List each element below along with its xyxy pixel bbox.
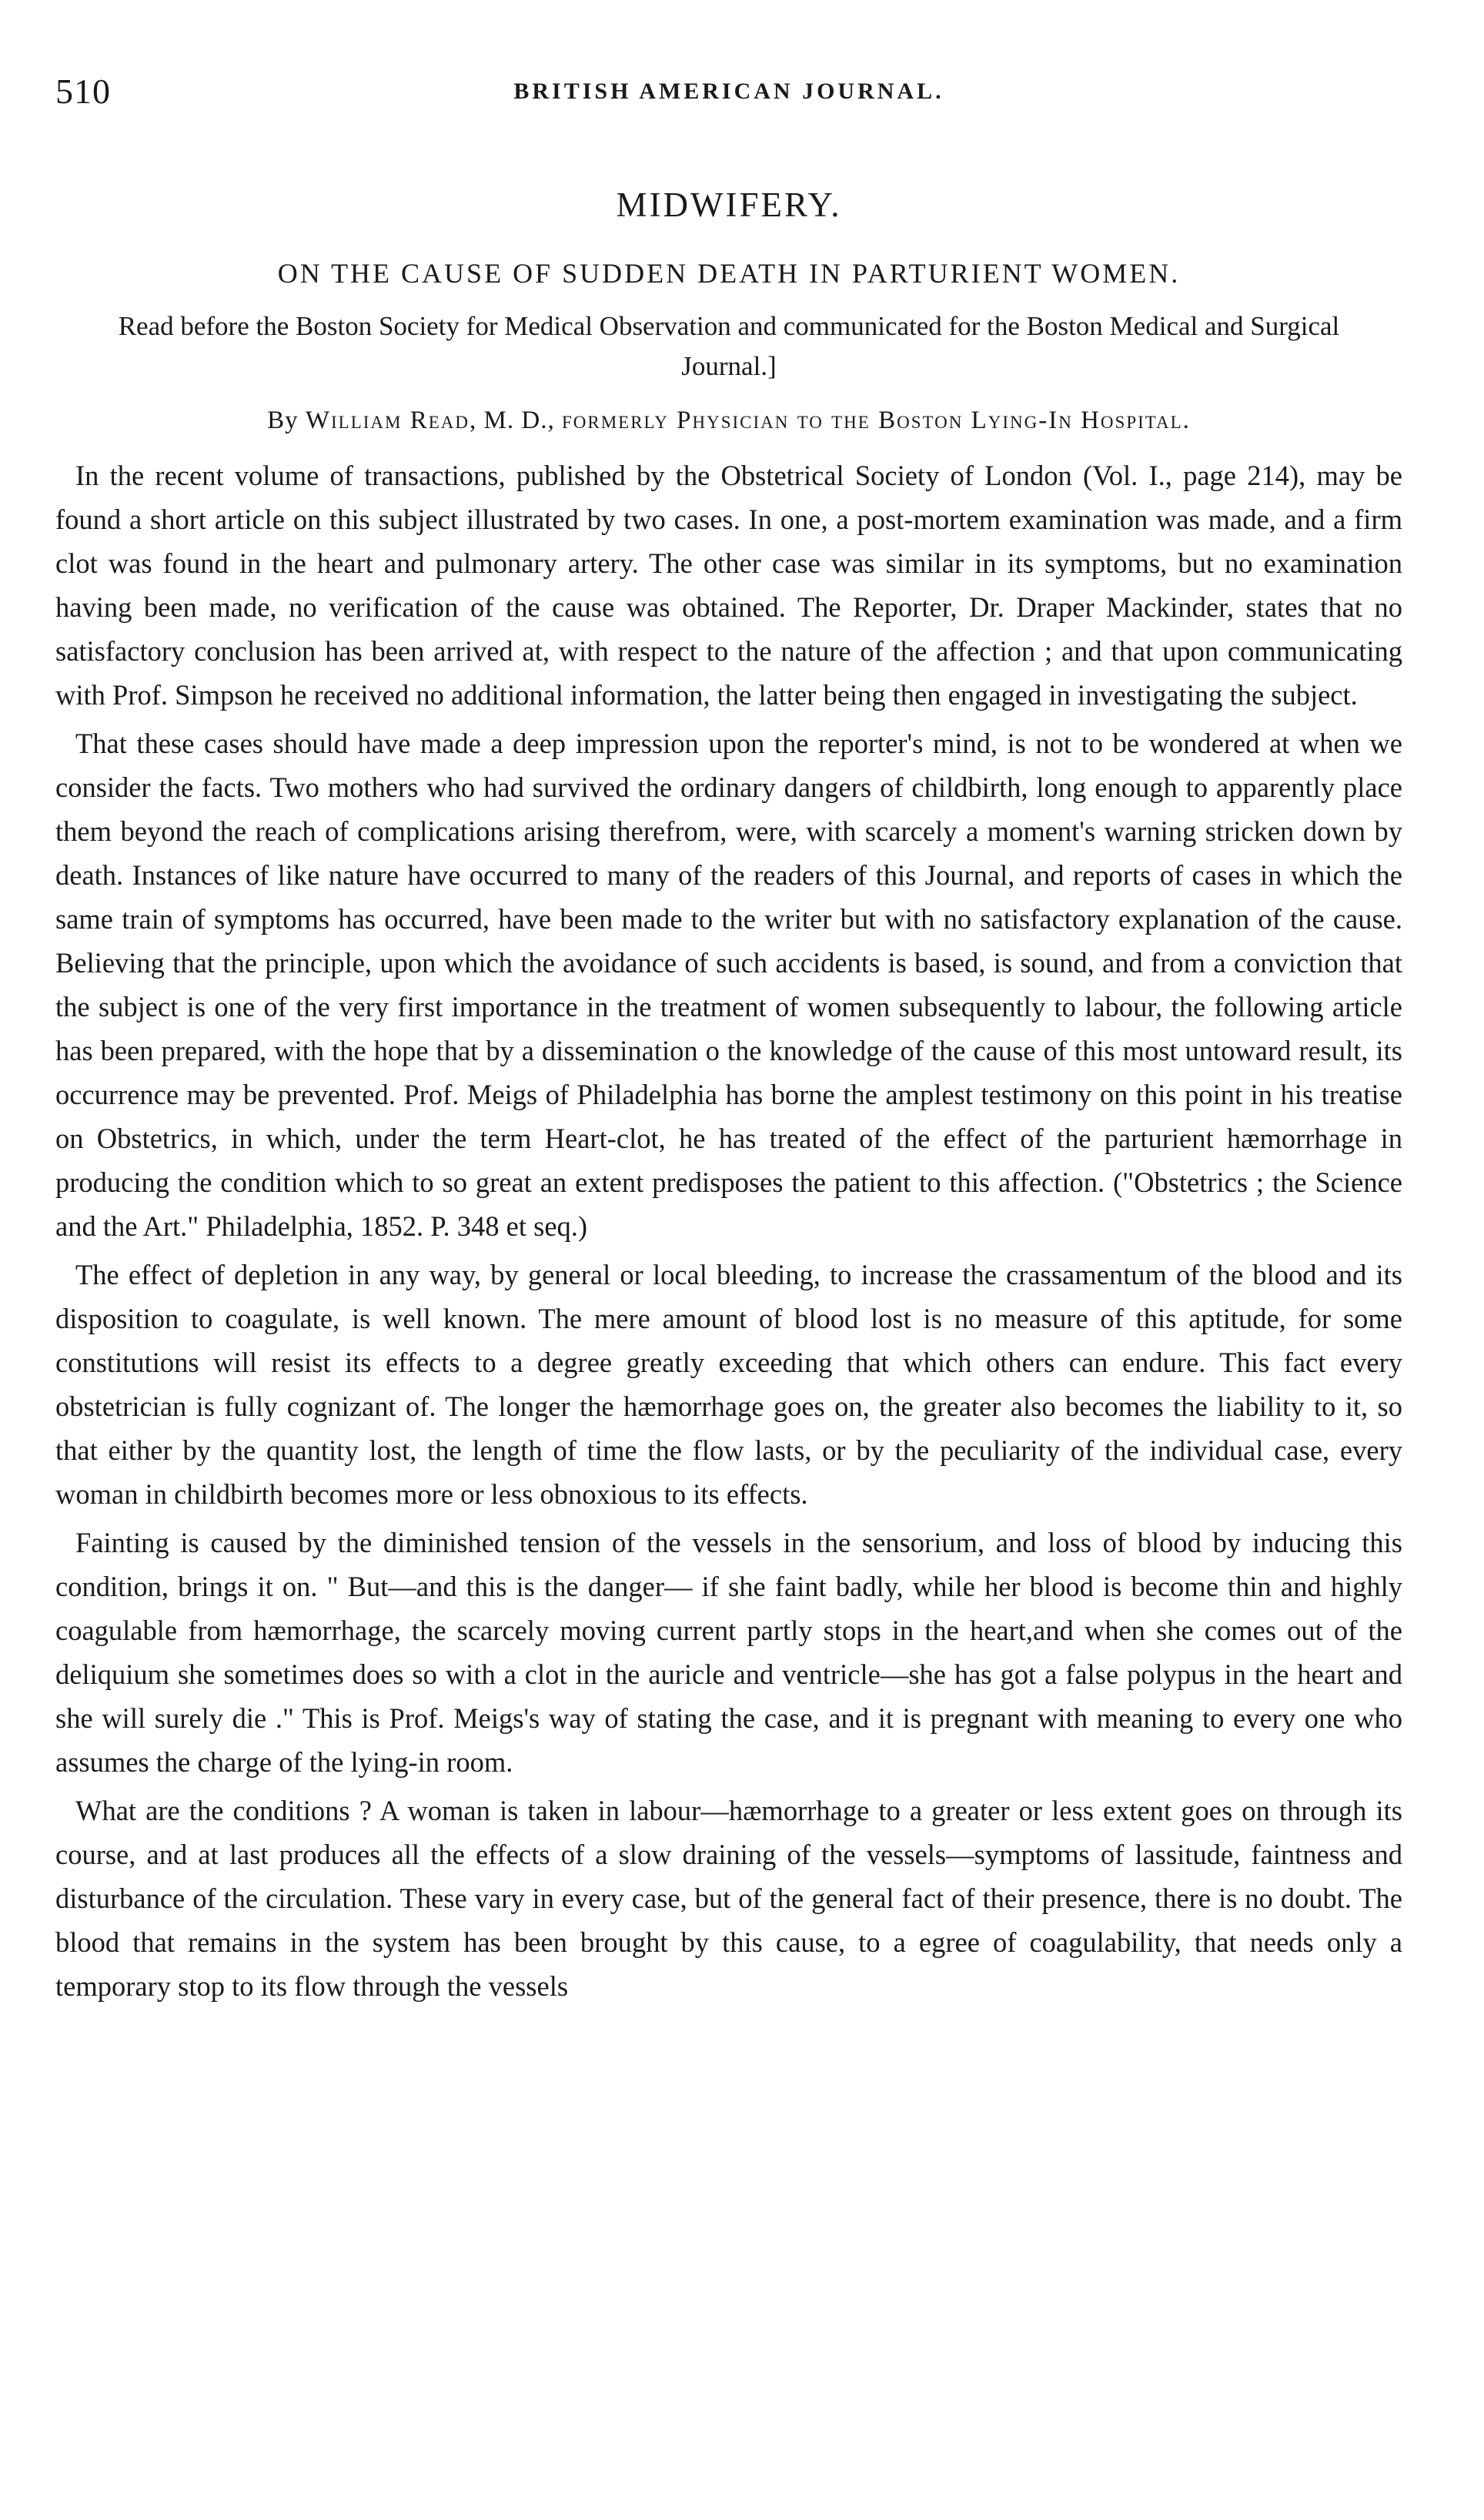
journal-page	[55, 71, 1402, 2008]
byline-prefix: By	[267, 407, 299, 434]
publication-note: Read before the Boston Society for Medical Observation and communicated for the Boston Medical and Surgical Journal.]	[118, 311, 1340, 381]
byline	[55, 407, 1402, 435]
article-title: ON THE CAUSE OF SUDDEN DEATH IN PARTURIENT WOMEN.	[277, 258, 1181, 289]
running-head	[55, 71, 1402, 125]
paragraph: In the recent volume of transactions, published by the Obstetrical Society of London (Vol. I., page 214), may be found a short article on this subject illustrated by two cases. In one, a post-mortem examination was made, and a firm clot was found in the heart and pulmonary artery. The other case was similar in its symptoms, but no examination having been made, no verification of the cause was obtained. The Reporter, Dr. Draper Mackinder, states that no satisfactory conclusion has been arrived at, with respect to the nature of the affection ; and that upon communicating with Prof. Simpson he received no additional information, the latter being then engaged in investigating the subject.	[55, 460, 1402, 711]
paragraph: That these cases should have made a deep impression upon the reporter's mind, is not to be wondered at when we consider the facts. Two mothers who had survived the ordinary dangers of childbirth, long enough to apparently place them beyond the reach of complications arising therefrom, were, with scarcely a moment's warning stricken down by death. Instances of like nature have occurred to many of the readers of this Journal, and reports of cases in which the same train of symptoms has occurred, have been made to the writer but with no satisfactory explanation of the cause. Believing that the principle, upon which the avoidance of such accidents is based, is sound, and from a conviction that the subject is one of the very first importance in the treatment of women subsequently to labour, the following article has been prepared, with the hope that by a dissemination o the knowledge of the cause of this most untoward result, its occurrence may be prevented. Prof. Meigs of Philadelphia has borne the amplest testimony on this point in his treatise on Obstetrics, in which, under the term Heart-clot, he has treated of the effect of the parturient hæmorrhage in producing the condition which to so great an extent predisposes the patient to this affection. ("Obstetrics ; the Science and the Art." Philadelphia, 1852. P. 348 et seq.)	[55, 728, 1402, 1242]
byline-author: William Read	[305, 407, 470, 434]
section-title: MIDWIFERY.	[616, 186, 842, 224]
paragraph: The effect of depletion in any way, by general or local bleeding, to increase the crassamentum of the blood and its disposition to coagulate, is well known. The mere amount of blood lost is no measure of this aptitude, for some constitutions will resist its effects to a degree greatly exceeding that which others can endure. This fact every obstetrician is fully cognizant of. The longer the hæmorrhage goes on, the greater also becomes the liability to it, so that either by the quantity lost, the length of time the flow lasts, or by the peculiarity of the individual case, every woman in childbirth becomes more or less obnoxious to its effects.	[55, 1259, 1402, 1510]
paragraph: Fainting is caused by the diminished tension of the vessels in the sensorium, and loss of blood by inducing this condition, brings it on. " But—and this is the danger— if she faint badly, while her blood is become thin and highly coagulable from hæmorrhage, the scarcely moving current partly stops in the heart,and when she comes out of the deliquium she sometimes does so with a clot in the auricle and ventricle—she has got a false polypus in the heart and she will surely die ." This is Prof. Meigs's way of stating the case, and it is pregnant with meaning to every one who assumes the charge of the lying-in room.	[55, 1527, 1402, 1778]
journal-title: BRITISH AMERICAN JOURNAL.	[513, 79, 944, 104]
byline-degree: , M. D.,	[470, 407, 562, 434]
byline-position: formerly Physician to the Boston Lying-In Hospital.	[561, 407, 1191, 434]
article-body	[55, 453, 1402, 2008]
page-number: 510	[55, 72, 111, 111]
paragraph: What are the conditions ? A woman is taken in labour—hæmorrhage to a greater or less extent goes on through its course, and at last produces all the effects of a slow draining of the vessels—symptoms of lassitude, faintness and disturbance of the circulation. These vary in every case, but of the general fact of their presence, there is no doubt. The blood that remains in the system has been brought by this cause, to a egree of coagulability, that needs only a temporary stop to its flow through the vessels	[55, 1795, 1402, 2002]
